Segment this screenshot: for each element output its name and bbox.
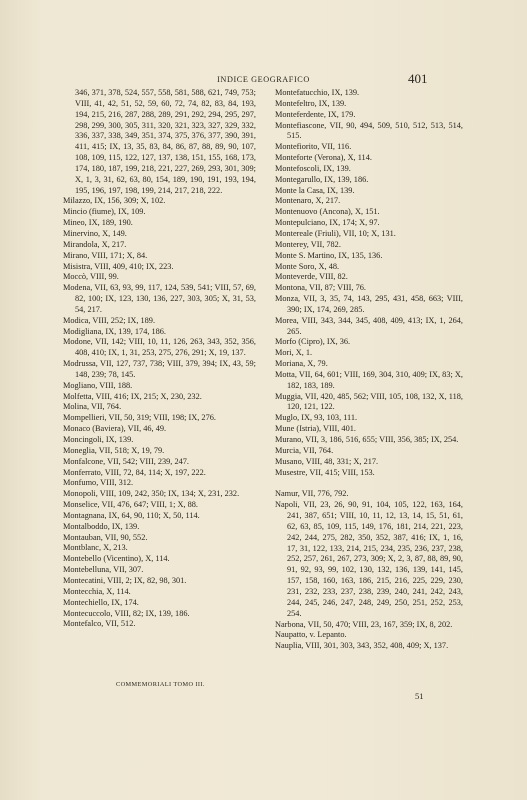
index-entry: Mineo, IX, 189, 190. bbox=[63, 218, 133, 228]
index-entry: Modone, VII, 142; VIII, 10, 11, 126, 263, 343, 352, 356, 408, 410; IX, 1, 31, 253, 275, 276, 291; X, 19, 137. bbox=[63, 337, 256, 358]
page-number: 401 bbox=[408, 71, 428, 86]
index-entry: Monteferdente, IX, 179. bbox=[275, 109, 356, 119]
index-entry: Montblanc, X, 213. bbox=[63, 543, 128, 553]
index-entry: 346, 371, 378, 524, 557, 558, 581, 588, 621, 749, 753; VIII, 41, 42, 51, 52, 59, 60, 72, 74, 82, 83, 84, 193, 194, 215, 216, 287, 288, 289, 291, 292, 294, 295, 297, 298, 299, 300, 305, 311, 320, 321, 323, 327, 329, 332, 336, 337, 338, 349, 351, 374, 375, 376, 377, 390, 391, 411, 415; IX, 13, 35, 83, 84, 86, 87, 88, 89, 90, 107, 108, 109, 115, 122, 127, 137, 138, 151, 155, 168, 173, 174, 180, 187, 199, 218, 221, 227, 269, 293, 301, 309; X, 1, 3, 31, 62, 63, 80, 154, 189, 190, 191, 193, 194, 195, 196, 197, 198, 199, 214, 217, 218, 222. bbox=[75, 88, 256, 195]
index-entry: Modrussa, VII, 127, 737, 738; VIII, 379, 394; IX, 43, 59; 148, 239; 78, 145. bbox=[63, 359, 256, 379]
index-entry: Montebello (Vicentino), X, 114. bbox=[63, 554, 170, 564]
index-entry: Muggia, VII, 420, 485, 562; VIII, 105, 108, 132, X, 118, 120, 121, 122. bbox=[275, 391, 463, 412]
index-entry: Montereale (Friuli), VII, 10; X, 131. bbox=[275, 228, 396, 238]
index-entry: Misistra, VIII, 409, 410; IX, 223. bbox=[63, 261, 174, 271]
index-entry: Mirandola, X, 217. bbox=[63, 239, 127, 249]
running-header-title: INDICE GEOGRAFICO bbox=[217, 75, 310, 84]
index-entry: Namur, VII, 776, 792. bbox=[275, 489, 349, 499]
index-entry: Monopoli, VIII, 109, 242, 350; IX, 134; X, 231, 232. bbox=[63, 489, 240, 499]
index-entry: Naupatto, v. Lepanto. bbox=[275, 630, 347, 640]
index-entry: Montefeltro, IX, 139. bbox=[275, 98, 347, 108]
index-entry: Moncingoli, IX, 139. bbox=[63, 435, 134, 444]
index-column-left bbox=[63, 88, 256, 630]
index-entry: Napoli, VII, 23, 26, 90, 91, 104, 105, 122, 163, 164, 241, 387, 651; VIII, 10, 11, 12, 13, 14, 15, 51, 61, 62, 63, 85, 109, 115, 149, 176, 181, 214, 221, 223, 242, 244, 275, 282, 350, 352, 387, 416; IX, 1, 16, 17, 31, 122, 133, 214, 215, 234, 235, 236, 237, 238, 252, 257, 261, 267, 273, 309; X, 2, 3, 87, 88, 89, 90, 91, 92, 93, 99, 102, 130, 132, 136, 139, 141, 145, 157, 158, 160, 163, 186, 215, 216, 225, 229, 230, 231, 232, 233, 237, 238, 239, 240, 241, 242, 243, 244, 245, 246, 247, 248, 249, 250, 251, 252, 253, 254. bbox=[275, 500, 463, 618]
index-entry: Montona, VII, 87; VIII, 76. bbox=[275, 283, 366, 293]
index-entry: Mori, X, 1. bbox=[275, 348, 313, 358]
index-entry: Montechiello, IX, 174. bbox=[63, 597, 139, 607]
index-entry: Montecuccolo, VIII, 82; IX, 139, 186. bbox=[63, 608, 190, 618]
index-entry: Monte la Casa, IX, 139. bbox=[275, 185, 355, 195]
index-entry: Montalboddo, IX, 139. bbox=[63, 521, 140, 531]
index-entry: Modica, VIII, 252; IX, 189. bbox=[63, 315, 156, 325]
index-entry: Milazzo, IX, 156, 309; X, 102. bbox=[63, 196, 166, 206]
index-entry: Moriana, X, 79. bbox=[275, 359, 328, 369]
index-entry: Monferrato, VIII, 72, 84, 114; X, 197, 222. bbox=[63, 467, 206, 477]
index-entry: Monfumo, VIII, 312. bbox=[63, 478, 134, 488]
index-entry: Mirano, VIII, 171; X, 84. bbox=[63, 250, 148, 260]
index-entry: Montebelluna, VII, 307. bbox=[63, 565, 144, 575]
index-entry: Mogliano, VIII, 188. bbox=[63, 380, 133, 390]
index-entry: Moneglia, VII, 518; X, 19, 79. bbox=[63, 445, 165, 455]
index-entry: Minervino, X, 149. bbox=[63, 228, 127, 238]
index-entry: Modigliana, IX, 139, 174, 186. bbox=[63, 326, 167, 336]
index-entry: Murcia, VII, 764. bbox=[275, 445, 334, 455]
index-entry: Montenuovo (Ancona), X, 151. bbox=[275, 207, 380, 217]
index-entry: Mompellieri, VII, 50, 319; VIII, 198; IX, 276. bbox=[63, 413, 216, 423]
index-entry: Mincio (fiume), IX, 109. bbox=[63, 207, 146, 217]
index-entry: Montagnana, IX, 64, 90, 110; X, 50, 114. bbox=[63, 510, 200, 520]
index-entry: Morfo (Cipro), IX, 36. bbox=[275, 337, 351, 347]
index-entry: Mune (Istria), VIII, 401. bbox=[275, 424, 356, 434]
index-column-right bbox=[275, 88, 463, 652]
index-entry: Nauplia, VIII, 301, 303, 343, 352, 408, 409; X, 137. bbox=[275, 641, 449, 651]
index-entry: Moccò, VIII, 99. bbox=[63, 272, 119, 282]
index-entry: Monterey, VII, 782. bbox=[275, 239, 341, 249]
index-entry: Molina, VII, 764. bbox=[63, 402, 122, 412]
index-entry: Narbona, VII, 50, 470; VIII, 23, 167, 359; IX, 8, 202. bbox=[275, 619, 453, 629]
index-entry: Montepulciano, IX, 174; X, 97. bbox=[275, 218, 380, 228]
index-entry: Montenaro, X, 217. bbox=[275, 196, 341, 206]
index-entry: Monte S. Martino, IX, 135, 136. bbox=[275, 250, 383, 260]
footer-signature-mark: 51 bbox=[415, 691, 424, 701]
index-entry: Musano, VIII, 48, 331; X, 217. bbox=[275, 456, 379, 466]
section-gap bbox=[275, 478, 463, 489]
index-entry: Monza, VII, 3, 35, 74, 143, 295, 431, 458, 663; VIII, 390; IX, 174, 269, 285. bbox=[275, 294, 463, 314]
footer-volume-title: COMMEMORIALI TOMO III. bbox=[116, 681, 205, 688]
index-entry: Montefoscoli, IX, 139. bbox=[275, 163, 351, 173]
index-entry: Morea, VIII, 343, 344, 345, 408, 409, 413; IX, 1, 264, 265. bbox=[275, 315, 463, 336]
index-entry: Modena, VII, 63, 93, 99, 117, 124, 539, 541; VIII, 57, 69, 82, 100; IX, 123, 130, 136, 227, 303, 305; X, 31, 53, 54, 217. bbox=[63, 283, 256, 314]
index-entry: Montauban, VII, 90, 552. bbox=[63, 532, 148, 542]
index-entry: Musestre, VII, 415; VIII, 153. bbox=[275, 467, 375, 477]
index-entry: Montegarullo, IX, 139, 186. bbox=[275, 174, 369, 184]
index-entry: Monteforte (Verona), X, 114. bbox=[275, 153, 372, 163]
index-entry: Montecchia, X, 114. bbox=[63, 586, 131, 596]
index-entry: Monselice, VII, 476, 647; VIII, 1; X, 88. bbox=[63, 500, 198, 510]
index-entry: Monteverde, VIII, 82. bbox=[275, 272, 348, 282]
index-entry: Montefalco, VII, 512. bbox=[63, 619, 136, 629]
index-entry: Muglo, IX, 93, 103, 111. bbox=[275, 413, 358, 423]
index-entry: Monfalcone, VII, 542; VIII, 239, 247. bbox=[63, 456, 189, 466]
index-entry: Murano, VII, 3, 186, 516, 655; VIII, 356, 385; IX, 254. bbox=[275, 435, 459, 444]
index-entry: Montefiascone, VII, 90, 494, 509, 510, 512, 513, 514, 515. bbox=[275, 120, 463, 141]
index-entry: Montefatucchio, IX, 139. bbox=[275, 88, 360, 97]
index-entry: Monaco (Baviera), VII, 46, 49. bbox=[63, 424, 167, 434]
index-entry: Monte Soro, X, 48. bbox=[275, 261, 340, 271]
index-entry: Montefiorito, VII, 116. bbox=[275, 142, 352, 152]
index-entry: Molfetta, VIII, 416; IX, 215; X, 230, 232. bbox=[63, 391, 202, 401]
index-entry: Motta, VII, 64, 601; VIII, 169, 304, 310, 409; IX, 83; X, 182, 183, 189. bbox=[275, 369, 463, 390]
index-entry: Montecatini, VIII, 2; IX, 82, 98, 301. bbox=[63, 575, 187, 585]
